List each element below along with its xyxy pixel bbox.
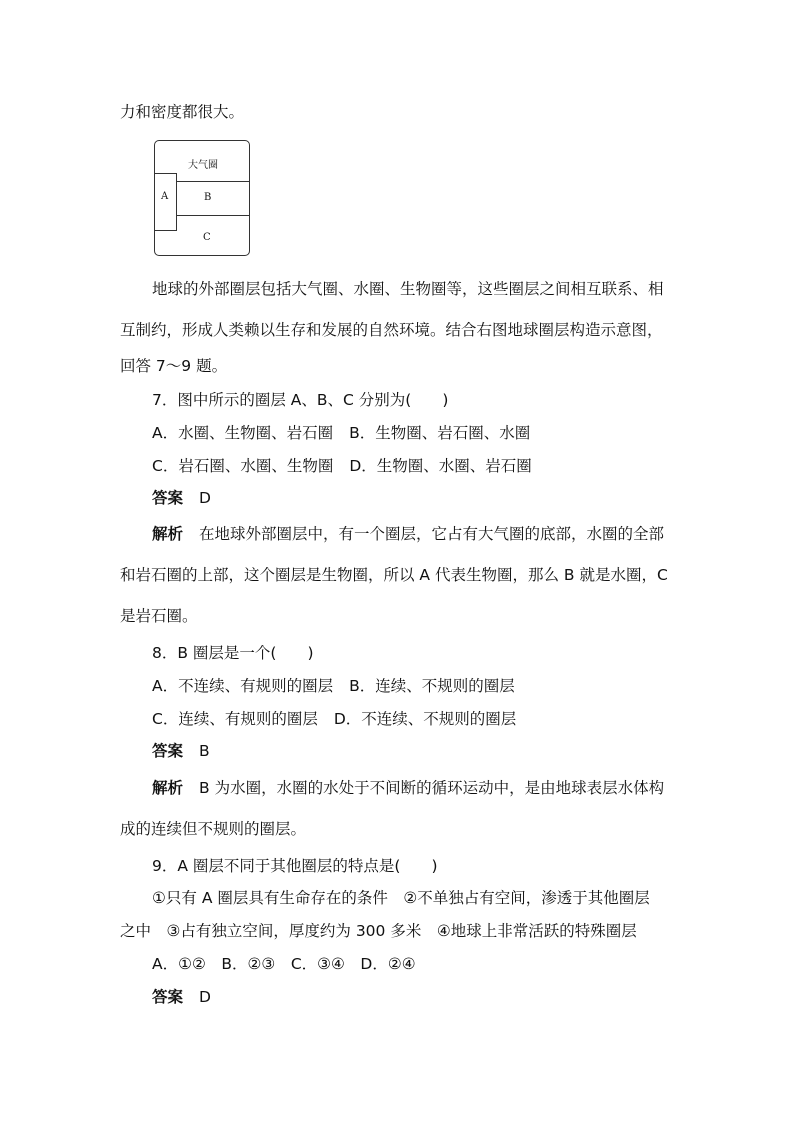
q9-statements-line-1: ①只有 A 圈层具有生命存在的条件 ②不单独占有空间，渗透于其他圈层 xyxy=(152,889,650,907)
q7-analysis-line-2: 和岩石圈的上部，这个圈层是生物圈，所以 A 代表生物圈，那么 B 就是水圈，C xyxy=(120,566,668,584)
q8-answer-value: B xyxy=(199,742,210,760)
q9-options: A．①② B．②③ C．③④ D．②④ xyxy=(152,955,416,973)
q8-option-b: B．连续、不规则的圈层 xyxy=(349,677,515,695)
q8-analysis-text-1: B 为水圈，水圈的水处于不间断的循环运动中，是由地球表层水体构 xyxy=(199,779,665,797)
q7-answer xyxy=(152,488,211,508)
q7-answer-label: 答案 xyxy=(152,489,184,507)
q7-option-c: C．岩石圈、水圈、生物圈 xyxy=(152,457,334,475)
q7-stem: 7．图中所示的圈层 A、B、C 分别为( ) xyxy=(152,391,449,409)
q9-stem: 9．A 圈层不同于其他圈层的特点是( ) xyxy=(152,857,438,875)
q9-statements-line-2: 之中 ③占有独立空间，厚度约为 300 多米 ④地球上非常活跃的特殊圈层 xyxy=(120,922,637,940)
q9-answer xyxy=(152,987,211,1007)
q7-answer-value: D xyxy=(199,489,211,507)
q8-analysis-line-2: 成的连续但不规则的圈层。 xyxy=(120,820,307,838)
q8-stem: 8．B 圈层是一个( ) xyxy=(152,644,314,662)
diagram-label-c: C xyxy=(203,232,211,243)
passage-line-2: 互制约，形成人类赖以生存和发展的自然环境。结合右图地球圈层构造示意图， xyxy=(120,321,663,339)
q8-option-a: A．不连续、有规则的圈层 xyxy=(152,677,334,695)
diagram-divider-1 xyxy=(177,181,249,182)
diagram-divider-2 xyxy=(177,215,249,216)
q9-answer-value: D xyxy=(199,988,211,1006)
earth-sphere-diagram xyxy=(154,140,250,256)
diagram-label-atmosphere: 大气圈 xyxy=(188,160,218,171)
q7-analysis-line-3: 是岩石圈。 xyxy=(120,607,198,625)
q8-analysis-label: 解析 xyxy=(152,779,184,797)
q7-options-row-2 xyxy=(152,456,532,476)
q7-analysis-label: 解析 xyxy=(152,525,184,543)
diagram-label-b: B xyxy=(204,192,212,203)
q8-options-row-2 xyxy=(152,709,516,729)
q7-option-d: D．生物圈、水圈、岩石圈 xyxy=(349,457,532,475)
q8-answer-label: 答案 xyxy=(152,742,184,760)
q7-option-b: B．生物圈、岩石圈、水圈 xyxy=(349,424,531,442)
passage-line-3: 回答 7～9 题。 xyxy=(120,357,228,375)
q8-option-c: C．连续、有规则的圈层 xyxy=(152,710,318,728)
diagram-label-a: A xyxy=(161,191,169,202)
q7-option-a: A．水圈、生物圈、岩石圈 xyxy=(152,424,334,442)
q8-answer xyxy=(152,741,210,761)
passage-line-1: 地球的外部圈层包括大气圈、水圈、生物圈等，这些圈层之间相互联系、相 xyxy=(152,280,664,298)
q8-option-d: D．不连续、不规则的圈层 xyxy=(333,710,517,728)
q7-analysis-line-1 xyxy=(152,524,664,544)
q7-analysis-text-1: 在地球外部圈层中，有一个圈层，它占有大气圈的底部，水圈的全部 xyxy=(199,525,665,543)
q8-options-row-1 xyxy=(152,676,515,696)
q7-options-row-1 xyxy=(152,423,530,443)
q8-analysis-line-1 xyxy=(152,778,664,798)
diagram-box-a xyxy=(154,173,177,231)
q9-answer-label: 答案 xyxy=(152,988,184,1006)
intro-tail: 力和密度都很大。 xyxy=(120,103,245,121)
